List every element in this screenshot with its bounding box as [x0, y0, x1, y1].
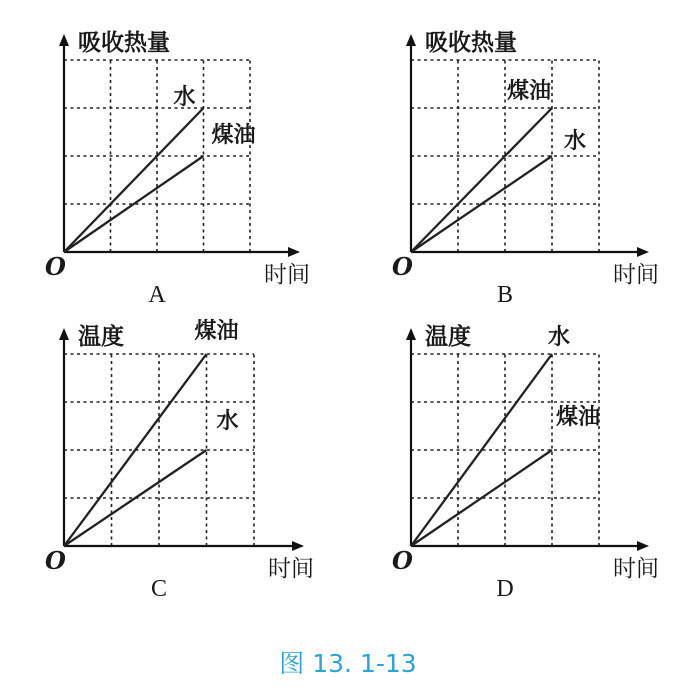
series-label: 水 [216, 409, 239, 434]
series-line-a-1 [64, 108, 204, 252]
series-label: 煤油 [507, 79, 552, 104]
series-label: 煤油 [194, 319, 239, 344]
origin-label: O [45, 546, 66, 575]
series-line-b-1 [411, 108, 552, 252]
x-axis-label: 时间 [268, 556, 314, 582]
series-label: 水 [548, 325, 571, 350]
series-label: 水 [564, 129, 587, 154]
chart-panel-b [392, 29, 659, 308]
figure-caption: 图 13. 1-13 [279, 649, 417, 678]
y-axis-arrow [406, 328, 416, 340]
y-axis-label: 吸收热量 [78, 30, 170, 56]
y-axis-arrow [59, 328, 69, 340]
panel-label: A [148, 282, 166, 308]
origin-label: O [392, 546, 413, 575]
y-axis-label: 吸收热量 [425, 30, 517, 56]
series-label: 水 [173, 85, 196, 110]
x-axis-label: 时间 [264, 262, 310, 288]
chart-panel-a [45, 29, 310, 308]
x-axis-arrow [637, 541, 649, 551]
x-axis-arrow [288, 247, 300, 257]
x-axis-arrow [292, 541, 304, 551]
y-axis-arrow [406, 34, 416, 46]
x-axis-label: 时间 [613, 556, 659, 582]
y-axis-label: 温度 [78, 324, 124, 350]
x-axis-arrow [637, 247, 649, 257]
series-label: 煤油 [556, 405, 601, 430]
panel-label: D [496, 576, 514, 602]
panel-label: C [150, 576, 168, 602]
chart-panel-d [392, 323, 659, 602]
origin-label: O [45, 252, 66, 281]
origin-label: O [392, 252, 413, 281]
chart-panel-c [45, 318, 314, 602]
series-label: 煤油 [211, 123, 256, 148]
y-axis-arrow [59, 34, 69, 46]
y-axis-label: 温度 [425, 324, 471, 350]
x-axis-label: 时间 [613, 262, 659, 288]
panel-label: B [496, 282, 514, 308]
